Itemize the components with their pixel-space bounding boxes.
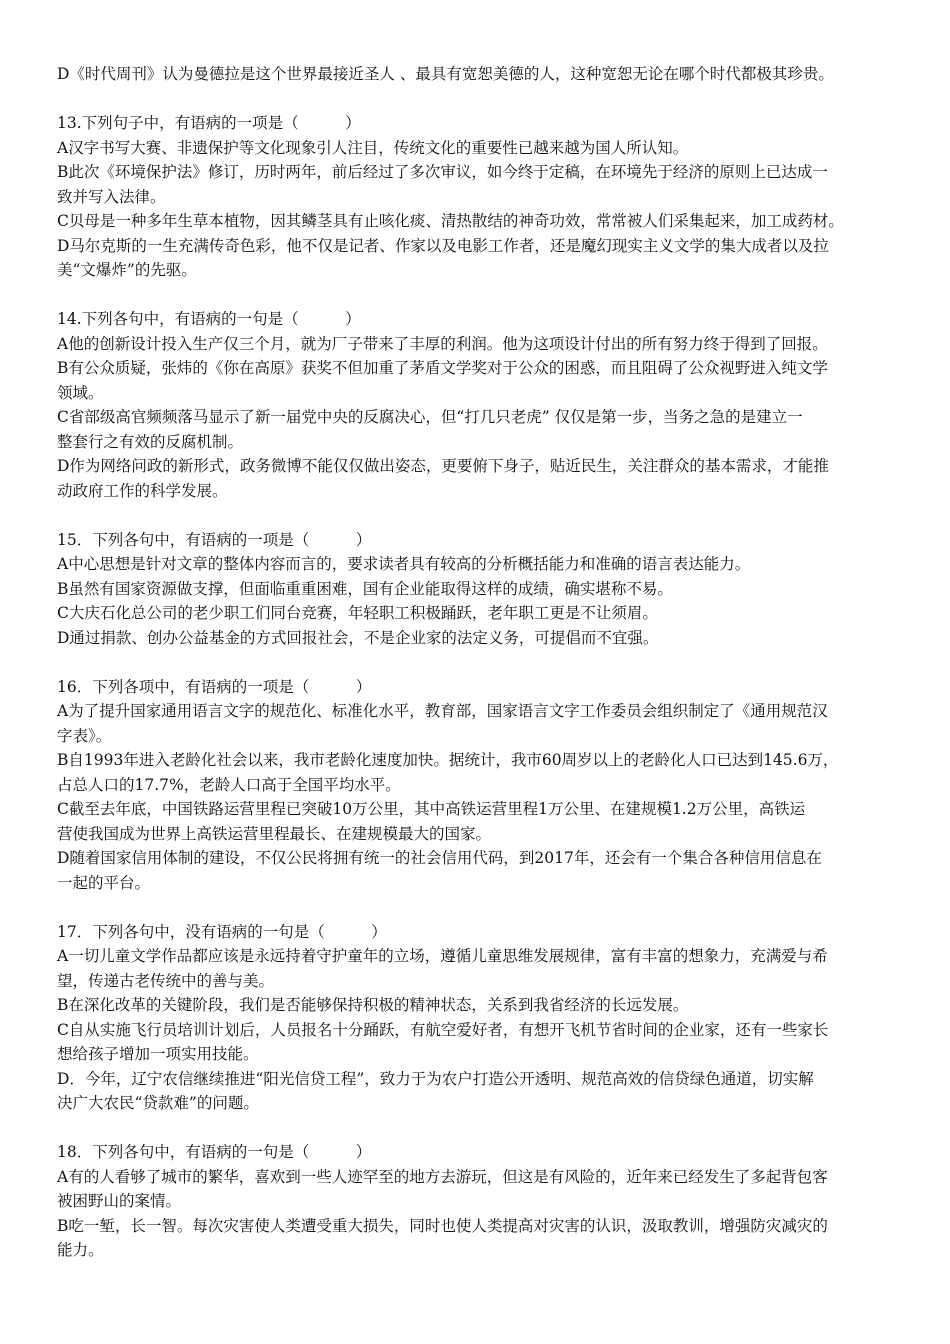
question-block <box>57 307 910 503</box>
question-stem: 18．下列各句中，有语病的一句是（ ） <box>57 1143 372 1161</box>
text-line: 能力。 <box>57 1241 104 1259</box>
question-stem: 16．下列各项中，有语病的一项是（ ） <box>57 677 372 696</box>
question-block <box>57 675 910 896</box>
question-block <box>57 111 910 283</box>
text-line: C自从实施飞行员培训计划后，人员报名十分踊跃，有航空爱好者，有想开飞机节省时间的企业家，还有一些家长 <box>57 1020 829 1039</box>
text-line: C省部级高官频频落马显示了新一届党中央的反腐决心，但“打几只老虎” 仅仅是第一步，当务之急的是建立一 <box>57 408 803 426</box>
question-stem: 13.下列句子中，有语病的一项是（ ） <box>57 114 361 132</box>
text-line: 望，传递古老传统中的善与美。 <box>57 971 275 990</box>
question-block <box>57 920 910 1116</box>
text-line: 占总人口的17.7%，老龄人口高于全国平均水平。 <box>57 775 401 794</box>
text-line: B吃一堑，长一智。每次灾害使人类遭受重大损失，同时也使人类提高对灾害的认识，汲取教训，增强防灾减灾的 <box>57 1216 828 1235</box>
text-line: D马尔克斯的一生充满传奇色彩，他不仅是记者、作家以及电影工作者，还是魔幻现实主义文学的集大成者以及拉 <box>57 236 829 255</box>
text-line: D作为网络问政的新形式，政务微博不能仅仅做出姿态，更要俯下身子，贴近民生，关注群众的基本需求，才能推 <box>57 457 829 475</box>
text-line: B在深化改革的关键阶段，我们是否能够保持积极的精神状态，关系到我省经济的长远发展。 <box>57 996 689 1014</box>
text-line: B有公众质疑，张炜的《你在高原》获奖不但加重了茅盾文学奖对于公众的困惑，而且阻碍了公众视野进入纯文学 <box>57 359 828 377</box>
text-line: 营使我国成为世界上高铁运营里程最长、在建规模最大的国家。 <box>57 824 492 843</box>
option-d-continuation <box>57 62 910 87</box>
text-line: B虽然有国家资源做支撑，但面临重重困难，国有企业能取得这样的成绩，确实堪称不易。 <box>57 579 673 598</box>
question-block <box>57 1140 910 1263</box>
text-line: 决广大农民“贷款难”的问题。 <box>57 1094 259 1112</box>
text-line: A汉字书写大赛、非遗保护等文化现象引人注目，传统文化的重要性已越来越为国人所认知。 <box>57 138 689 157</box>
text-line: A一切儿童文学作品都应该是永远持着守护童年的立场，遵循儿童思维发展规律，富有丰富的想象力，充满爱与希 <box>57 947 828 965</box>
text-line: D随着国家信用体制的建设，不仅公民将拥有统一的社会信用代码，到2017年，还会有一个集合各种信用信息在 <box>57 849 822 867</box>
text-line: 想给孩子增加一项实用技能。 <box>57 1045 259 1063</box>
text-line: 致并写入法律。 <box>57 187 166 206</box>
question-stem: 15．下列各句中，有语病的一项是（ ） <box>57 530 372 549</box>
text-line: 字表》。 <box>57 726 112 745</box>
text-line: C贝母是一种多年生草本植物，因其鳞茎具有止咳化痰、清热散结的神奇功效，常常被人们采集起来，加工成药材。 <box>57 212 844 230</box>
text-line: C大庆石化总公司的老少职工们同台竞赛，年轻职工积极踊跃，老年职工更是不让须眉。 <box>57 604 658 622</box>
question-block <box>57 528 910 651</box>
text-line: 一起的平台。 <box>57 873 151 892</box>
text-line: B自1993年进入老龄化社会以来，我市老龄化速度加快。据统计，我市60周岁以上的老龄化人口已达到145.6万， <box>57 751 839 769</box>
text-line: D通过捐款、创办公益基金的方式回报社会，不是企业家的法定义务，可提倡而不宜强。 <box>57 628 659 647</box>
question-stem: 14.下列各句中，有语病的一句是（ ） <box>57 310 361 328</box>
text-line: D《时代周刊》认为曼德拉是这个世界最接近圣人 、最具有宽恕美德的人，这种宽恕无论在哪个时代都极其珍贵。 <box>57 65 834 83</box>
text-line: D．今年，辽宁农信继续推进“阳光信贷工程”，致力于为农户打造公开透明、规范高效的信贷绿色通道，切实解 <box>57 1069 814 1088</box>
text-line: A为了提升国家通用语言文字的规范化、标准化水平，教育部，国家语言文字工作委员会组织制定了《通用规范汉 <box>57 702 828 720</box>
text-line: A有的人看够了城市的繁华，喜欢到一些人迹罕至的地方去游玩，但这是有风险的，近年来已经发生了多起背包客 <box>57 1167 828 1186</box>
text-line: 动政府工作的科学发展。 <box>57 481 228 500</box>
text-line: 美“文爆炸”的先驱。 <box>57 261 197 279</box>
text-line: C截至去年底，中国铁路运营里程已突破10万公里，其中高铁运营里程1万公里、在建规模1.2万公里，高铁运 <box>57 800 806 818</box>
text-line: A他的创新设计投入生产仅三个月，就为厂子带来了丰厚的利润。他为这项设计付出的所有努力终于得到了回报。 <box>57 334 828 353</box>
text-line: B此次《环境保护法》修订，历时两年，前后经过了多次审议，如今终于定稿，在环境先于经济的原则上已达成一 <box>57 163 828 181</box>
question-stem: 17．下列各句中，没有语病的一句是（ ） <box>57 922 387 941</box>
text-line: 被困野山的案情。 <box>57 1192 182 1210</box>
question-list <box>57 62 910 1263</box>
text-line: A中心思想是针对文章的整体内容而言的，要求读者具有较高的分析概括能力和准确的语言表达能力。 <box>57 555 751 573</box>
text-line: 领域。 <box>57 383 104 402</box>
text-line: 整套行之有效的反腐机制。 <box>57 432 244 451</box>
